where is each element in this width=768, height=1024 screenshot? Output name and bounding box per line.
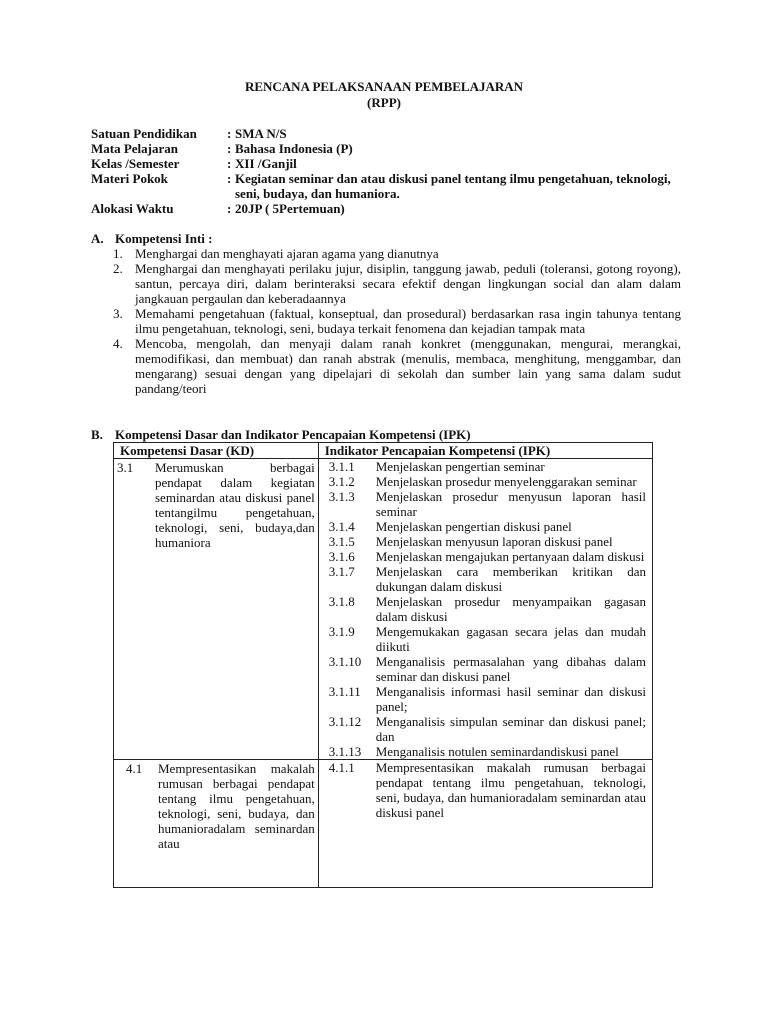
section-letter: A. bbox=[91, 231, 104, 246]
ipk-number: 3.1.5 bbox=[328, 534, 355, 549]
ipk-cell bbox=[318, 459, 652, 760]
ipk-text: Mempresentasikan makalah rumusan berbagai pendapat tentang ilmu pengetahuan, teknologi, seni, budaya, dan humanioradalam seminardan atau diskusi panel bbox=[375, 760, 646, 820]
ipk-item bbox=[329, 654, 646, 684]
ipk-text: Menjelaskan prosedur menyampaikan gagasan dalam diskusi bbox=[375, 594, 646, 624]
ipk-number: 3.1.2 bbox=[328, 474, 355, 489]
ipk-item bbox=[329, 744, 646, 759]
kd-cell bbox=[114, 760, 319, 888]
ipk-number: 3.1.10 bbox=[328, 654, 362, 669]
list-item bbox=[91, 336, 681, 396]
list-item-text: Menghargai dan menghayati ajaran agama yang dianutnya bbox=[135, 246, 439, 261]
section-kompetensi-inti bbox=[91, 231, 681, 396]
ipk-item bbox=[329, 549, 646, 564]
identity-label: Mata Pelajaran bbox=[91, 141, 179, 156]
ipk-number: 3.1.12 bbox=[328, 714, 362, 729]
ipk-item bbox=[329, 474, 646, 489]
ipk-item bbox=[329, 684, 646, 714]
identity-value: XII /Ganjil bbox=[235, 156, 297, 171]
section-heading-text: Kompetensi Dasar dan Indikator Pencapaian Kompetensi (IPK) bbox=[115, 427, 471, 442]
kd-number: 3.1 bbox=[117, 460, 134, 475]
ipk-cell bbox=[318, 760, 652, 888]
identity-colon: : bbox=[227, 126, 232, 141]
identity-label: Satuan Pendidikan bbox=[91, 126, 197, 141]
section-letter: B. bbox=[91, 427, 103, 442]
ipk-text: Menjelaskan prosedur menyelenggarakan seminar bbox=[375, 474, 637, 489]
ki-list bbox=[91, 246, 681, 396]
kd-ipk-table bbox=[113, 442, 653, 888]
ipk-text: Menganalisis informasi hasil seminar dan diskusi panel; bbox=[375, 684, 646, 714]
ipk-item bbox=[329, 519, 646, 534]
ipk-item bbox=[329, 760, 646, 820]
identity-value: Bahasa Indonesia (P) bbox=[235, 141, 353, 156]
ipk-number: 3.1.6 bbox=[328, 549, 355, 564]
section-heading-text: Kompetensi Inti : bbox=[115, 231, 213, 246]
list-item-number: 2. bbox=[113, 261, 123, 276]
list-item-number: 4. bbox=[113, 336, 123, 351]
list-item-text: Memahami pengetahuan (faktual, konseptual, dan prosedural) berdasarkan rasa ingin tahunya tentang ilmu pengetahuan, teknologi, seni, budaya terkait fenomena dan kejadian tampak mata bbox=[135, 306, 681, 336]
list-item bbox=[91, 246, 681, 261]
identity-label: Kelas /Semester bbox=[91, 156, 180, 171]
ipk-item bbox=[329, 564, 646, 594]
identity-colon: : bbox=[227, 201, 232, 216]
ipk-item bbox=[329, 624, 646, 654]
list-item bbox=[91, 261, 681, 306]
ipk-text: Menganalisis notulen seminardandiskusi panel bbox=[375, 744, 619, 759]
identity-value: Kegiatan seminar dan atau diskusi panel tentang ilmu pengetahuan, teknologi, seni, budaya, dan humaniora. bbox=[235, 171, 671, 201]
ipk-text: Menjelaskan prosedur menyusun laporan hasil seminar bbox=[375, 489, 646, 519]
list-item bbox=[91, 306, 681, 336]
column-header-kd: Kompetensi Dasar (KD) bbox=[114, 443, 319, 459]
kd-text: Mempresentasikan makalah rumusan berbagai pendapat tentang ilmu pengetahuan, teknologi, seni, budaya, dan humanioradalam seminardan atau bbox=[158, 761, 315, 851]
ipk-text: Menjelaskan pengertian diskusi panel bbox=[375, 519, 572, 534]
ipk-number: 3.1.13 bbox=[328, 744, 362, 759]
ipk-number: 3.1.11 bbox=[328, 684, 361, 699]
ipk-number: 3.1.9 bbox=[328, 624, 355, 639]
list-item-text: Menghargai dan menghayati perilaku jujur, disiplin, tanggung jawab, peduli (toleransi, gotong royong), santun, percaya diri, dalam berinteraksi secara efektif dengan lingkungan social dan alam dalam jangkauan pergaulan dan keberadaannya bbox=[135, 261, 681, 306]
table-header-row bbox=[114, 443, 653, 459]
identity-colon: : bbox=[227, 156, 232, 171]
ipk-number: 3.1.3 bbox=[328, 489, 355, 504]
ipk-text: Menjelaskan cara memberikan kritikan dan dukungan dalam diskusi bbox=[375, 564, 646, 594]
ipk-item bbox=[329, 459, 646, 474]
kd-number: 4.1 bbox=[126, 761, 143, 776]
table-row bbox=[114, 760, 653, 888]
list-item-number: 1. bbox=[113, 246, 123, 261]
identity-row bbox=[91, 171, 680, 201]
ipk-item bbox=[329, 714, 646, 744]
section-b-heading bbox=[91, 427, 691, 442]
identity-row bbox=[91, 141, 680, 156]
ipk-number: 3.1.8 bbox=[328, 594, 355, 609]
identity-row bbox=[91, 126, 680, 141]
ipk-number: 3.1.4 bbox=[328, 519, 355, 534]
document-subtitle: (RPP) bbox=[367, 95, 401, 110]
ipk-number: 3.1.7 bbox=[328, 564, 355, 579]
ipk-text: Menganalisis permasalahan yang dibahas dalam seminar dan diskusi panel bbox=[375, 654, 646, 684]
ipk-text: Menjelaskan menyusun laporan diskusi panel bbox=[375, 534, 613, 549]
kd-text: Merumuskan berbagai pendapat dalam kegiatan seminardan atau diskusi panel tentangilmu pengetahuan, teknologi, seni, budaya,dan humaniora bbox=[155, 460, 315, 550]
ipk-number: 4.1.1 bbox=[328, 760, 355, 775]
identity-label: Materi Pokok bbox=[91, 171, 168, 186]
ipk-item bbox=[329, 594, 646, 624]
identity-value: 20JP ( 5Pertemuan) bbox=[235, 201, 345, 216]
kd-cell bbox=[114, 459, 319, 760]
identity-colon: : bbox=[227, 141, 232, 156]
ipk-text: Menganalisis simpulan seminar dan diskusi panel; dan bbox=[375, 714, 646, 744]
identity-colon: : bbox=[227, 171, 232, 186]
section-a-heading bbox=[91, 231, 681, 246]
column-header-ipk: Indikator Pencapaian Kompetensi (IPK) bbox=[318, 443, 652, 459]
table-row bbox=[114, 459, 653, 760]
identity-row bbox=[91, 201, 680, 216]
ipk-text: Mengemukakan gagasan secara jelas dan mudah diikuti bbox=[375, 624, 646, 654]
ipk-text: Menjelaskan pengertian seminar bbox=[375, 459, 545, 474]
document-title: RENCANA PELAKSANAAN PEMBELAJARAN bbox=[244, 79, 524, 94]
identity-label: Alokasi Waktu bbox=[91, 201, 174, 216]
list-item-number: 3. bbox=[113, 306, 123, 321]
identity-block bbox=[91, 126, 680, 216]
ipk-item bbox=[329, 534, 646, 549]
ipk-number: 3.1.1 bbox=[328, 459, 355, 474]
identity-row bbox=[91, 156, 680, 171]
ipk-text: Menjelaskan mengajukan pertanyaan dalam diskusi bbox=[375, 549, 645, 564]
list-item-text: Mencoba, mengolah, dan menyaji dalam ranah konkret (menggunakan, mengurai, merangkai, memodifikasi, dan membuat) dan ranah abstrak (menulis, membaca, menghitung, menggambar, dan mengarang) sesuai dengan yang dipelajari di sekolah dan sumber lain yang sama dalam sudut pandang/teori bbox=[135, 336, 681, 396]
identity-value: SMA N/S bbox=[235, 126, 287, 141]
section-kompetensi-dasar bbox=[91, 427, 691, 442]
ipk-item bbox=[329, 489, 646, 519]
